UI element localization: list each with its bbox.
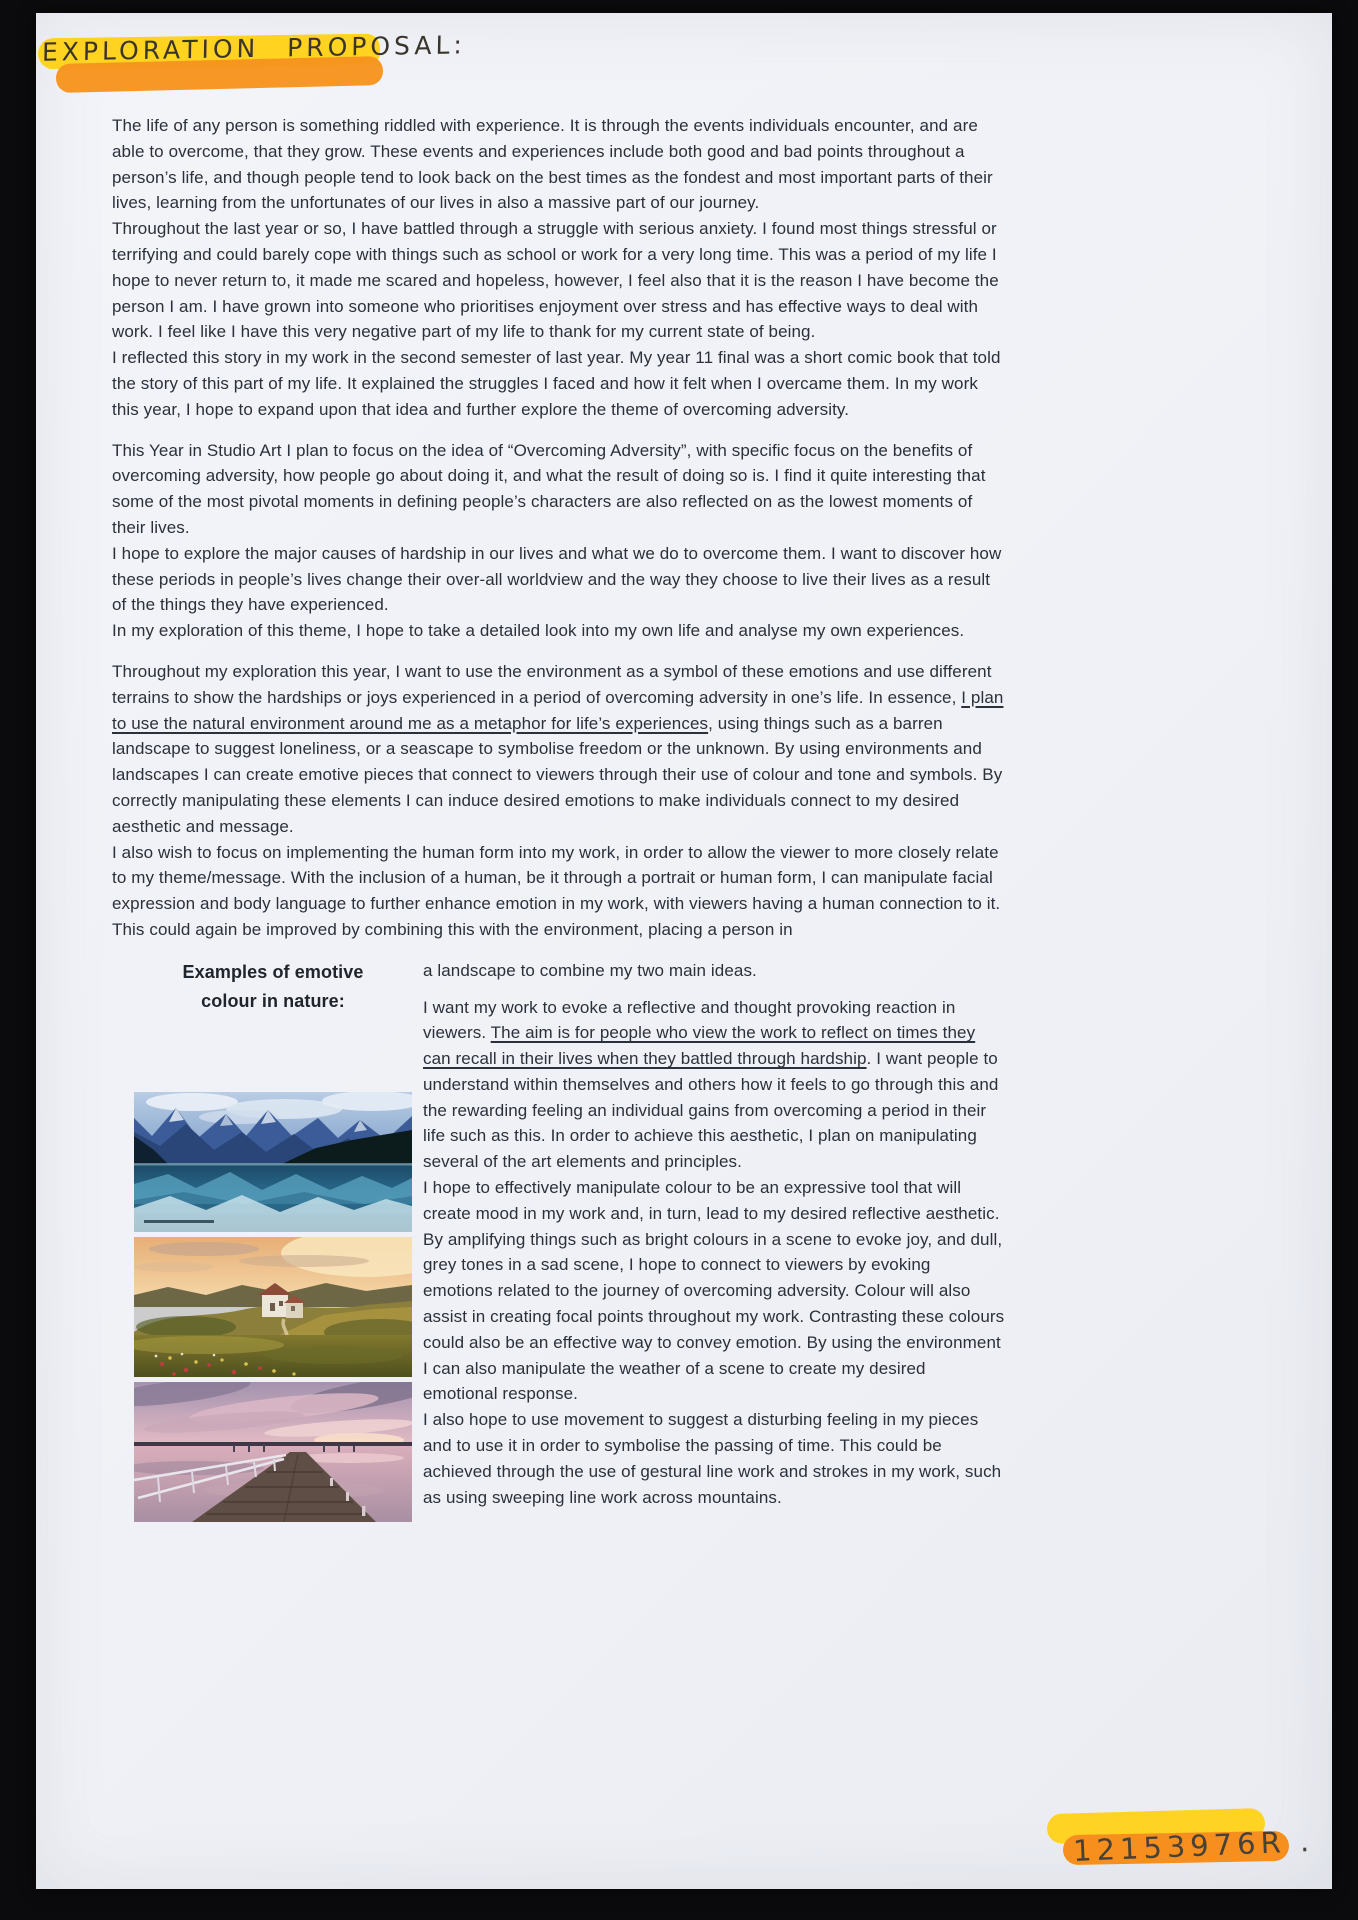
paragraph: I hope to effectively manipulate colour to be an expressive tool that will create mood in my work and, in turn, lead to my desired reflective aesthetic. By amplifying things such as bright colours in a scene to evoke joy, and dull, grey tones in a sad scene, I hope to connect to viewers by evoking emotions related to the journey of overcoming adversity. Colour will also assist in creating focal points throughout my work. Contrasting these colours could also be an effective way to convey emotion. By using the environment I can also manipulate the weather of a scene to create my desired emotional response. [423, 1178, 1005, 1404]
handwritten-title-block [38, 27, 467, 107]
environment-block [112, 659, 1007, 943]
document-body [112, 113, 1007, 1527]
hillside-house-photo [134, 1237, 412, 1377]
paragraph: I also wish to focus on implementing the human form into my work, in order to allow the viewer to more closely relate to my theme/message. With the inclusion of a human, be it through a portrait or human form, I can manipulate facial expression and body language to further enhance emotion in my work, with viewers having a human connection to it. This could again be improved by combining this with the environment, placing a person in [112, 842, 1001, 939]
wrap-line: a landscape to combine my two main ideas. [423, 960, 757, 980]
paragraph: The life of any person is something riddled with experience. It is through the events individuals encounter, and are able to overcome, that they grow. These events and experiences include both good and bad points throughout a person’s life, and though people tend to look back on the best times as the fondest and most important parts of their lives, learning from the unfortunates of our lives in also a massive part of our journey. [112, 116, 993, 213]
paragraph: I also hope to use movement to suggest a disturbing feeling in my pieces and to use it in order to symbolise the passing of time. This could be achieved through the use of gestural line work and strokes in my work, such as using sweeping line work across mountains. [423, 1410, 1002, 1507]
text-column [423, 958, 1007, 1527]
paragraph: Throughout my exploration this year, I want to use the environment as a symbol of these emotions and use different terrains to show the hardships or joys experienced in a period of overcoming adversity in one’s life. In essence, I plan to use the natural environment around me as a metaphor for life’s experiences, using things such as a barren landscape to suggest loneliness, or a seascape to symbolise freedom or the unknown. By using environments and landscapes I can create emotive pieces that connect to viewers through their use of colour and tone and symbols. By correctly manipulating these elements I can induce desired emotions to make individuals connect to my desired aesthetic and message. [112, 661, 1004, 836]
student-number-block [1041, 1803, 1331, 1913]
mountain-lake-photo [134, 1092, 412, 1232]
figure-column [134, 958, 412, 1527]
figure-caption [134, 958, 412, 1016]
figure-and-text-row [112, 958, 1007, 1527]
paragraph: Throughout the last year or so, I have battled through a struggle with serious anxiety. I found most things stressful or terrifying and could barely cope with things such as school or work for a very long time. This was a period of my life I hope to never return to, it made me scared and hopeless, however, I feel also that it is the reason I have become the person I am. I have grown into someone who prioritises enjoyment over stress and has effective ways to deal with work. I feel like I have this very negative part of my life to thank for my current state of being. [112, 219, 999, 342]
figure-caption-line1: Examples of emotive [182, 961, 364, 982]
focus-block [112, 438, 1007, 644]
page-title: EXPLORATION PROPOSAL: [41, 30, 467, 67]
paper-sheet [36, 13, 1332, 1889]
paragraph: I want my work to evoke a reflective and thought provoking reaction in viewers. The aim is for people who view the work to reflect on times they can recall in their lives when they battled through hardship. I want people to understand within themselves and others how it feels to go through this and the rewarding feeling an individual gains from overcoming a period in their life such as this. In order to achieve this aesthetic, I plan on manipulating several of the art elements and principles. [423, 997, 999, 1172]
column-block [423, 995, 1005, 1511]
paragraph: This Year in Studio Art I plan to focus on the idea of “Overcoming Adversity”, with specific focus on the benefits of overcoming adversity, how people go about doing it, and what the result of doing so is. I find it quite interesting that some of the most pivotal moments in defining people’s characters are also reflected on as the lowest moments of their lives. [112, 440, 986, 537]
figure-caption-line2: colour in nature: [201, 990, 345, 1011]
paragraph: In my exploration of this theme, I hope to take a detailed look into my own life and analyse my own experiences. [112, 621, 965, 641]
paragraph: I hope to explore the major causes of hardship in our lives and what we do to overcome them. I want to discover how these periods in people’s lives change their over-all worldview and the way they choose to live their lives as a result of the things they have experienced. [112, 543, 1002, 615]
sunset-pier-photo [134, 1382, 412, 1522]
paragraph: I reflected this story in my work in the second semester of last year. My year 11 final was a short comic book that told the story of this part of my life. It explained the struggles I faced and how it felt when I overcame them. In my work this year, I hope to expand upon that idea and further explore the theme of overcoming adversity. [112, 348, 1001, 419]
intro-block [112, 113, 1007, 423]
student-number: 12153976R . [1072, 1823, 1315, 1869]
